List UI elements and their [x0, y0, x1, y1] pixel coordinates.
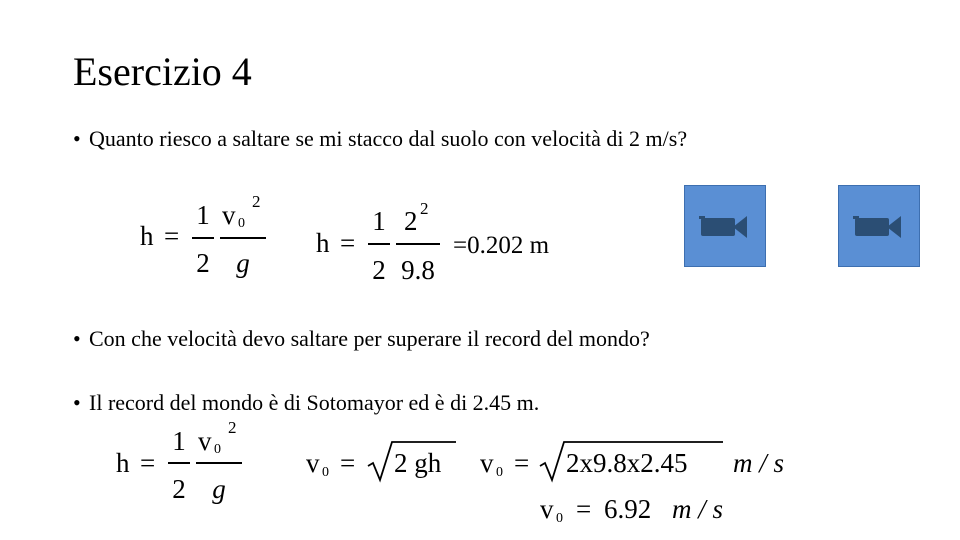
fraction-bar	[196, 462, 242, 464]
bullet-item	[73, 392, 539, 414]
math-superscript: 2	[228, 418, 237, 437]
math-symbol: 2	[172, 474, 186, 504]
math-symbol: h	[140, 221, 154, 251]
formula-result: =0.202 m	[453, 232, 550, 259]
math-symbol: v	[540, 494, 554, 524]
math-subscript: 0	[322, 465, 329, 480]
math-symbol: 1	[196, 200, 210, 230]
bullet-text: Con che velocità devo saltare per superare il record del mondo?	[89, 326, 650, 351]
math-symbol: 1	[372, 206, 386, 236]
math-symbol: 6.92	[604, 494, 652, 524]
bullet-marker: •	[73, 390, 81, 415]
math-unit: m / s	[672, 494, 724, 524]
fraction-bar	[220, 237, 266, 239]
math-symbol: 2	[196, 248, 210, 278]
bullet-marker: •	[73, 126, 81, 151]
math-symbol: g	[236, 248, 250, 278]
math-subscript: 0	[214, 442, 221, 457]
math-symbol: v	[480, 448, 494, 478]
math-symbol: =	[164, 221, 180, 251]
math-symbol: g	[212, 474, 226, 504]
fraction-bar	[368, 243, 390, 245]
math-symbol: v	[198, 426, 212, 456]
video-camera-icon	[733, 216, 747, 238]
bullet-item	[73, 128, 687, 150]
math-symbol: =	[340, 228, 356, 258]
math-superscript: 2	[252, 192, 261, 211]
math-symbol: 1	[172, 426, 186, 456]
fraction-bar	[168, 462, 190, 464]
math-symbol: 2x9.8x2.45	[566, 448, 688, 478]
math-symbol: 2 gh	[394, 448, 442, 478]
fraction-bar	[396, 243, 440, 245]
video-play-button[interactable]	[684, 185, 766, 267]
fraction-bar	[192, 237, 214, 239]
math-symbol: =	[576, 494, 592, 524]
math-subscript: 0	[238, 216, 245, 231]
video-camera-icon	[701, 218, 735, 236]
math-subscript: 0	[496, 465, 503, 480]
math-symbol: v	[306, 448, 320, 478]
math-superscript: 2	[420, 199, 429, 218]
math-symbol: 2	[404, 206, 418, 236]
bullet-text: Quanto riesco a saltare se mi stacco dal suolo con velocità di 2 m/s?	[89, 126, 688, 151]
bullet-item	[73, 328, 650, 350]
math-symbol: =	[340, 448, 356, 478]
bullet-marker: •	[73, 326, 81, 351]
math-subscript: 0	[556, 511, 563, 526]
math-symbol: =	[140, 448, 156, 478]
slide-title: Esercizio 4	[73, 49, 252, 94]
math-unit: m / s	[733, 448, 785, 478]
math-symbol: 2	[372, 255, 386, 285]
math-symbol: h	[316, 228, 330, 258]
math-symbol: v	[222, 200, 236, 230]
math-symbol: h	[116, 448, 130, 478]
video-play-button[interactable]	[838, 185, 920, 267]
bullet-text: Il record del mondo è di Sotomayor ed è di 2.45 m.	[89, 390, 540, 415]
video-camera-icon	[855, 218, 889, 236]
math-symbol: =	[514, 448, 530, 478]
math-symbol: 9.8	[401, 255, 435, 285]
video-camera-icon	[887, 216, 901, 238]
